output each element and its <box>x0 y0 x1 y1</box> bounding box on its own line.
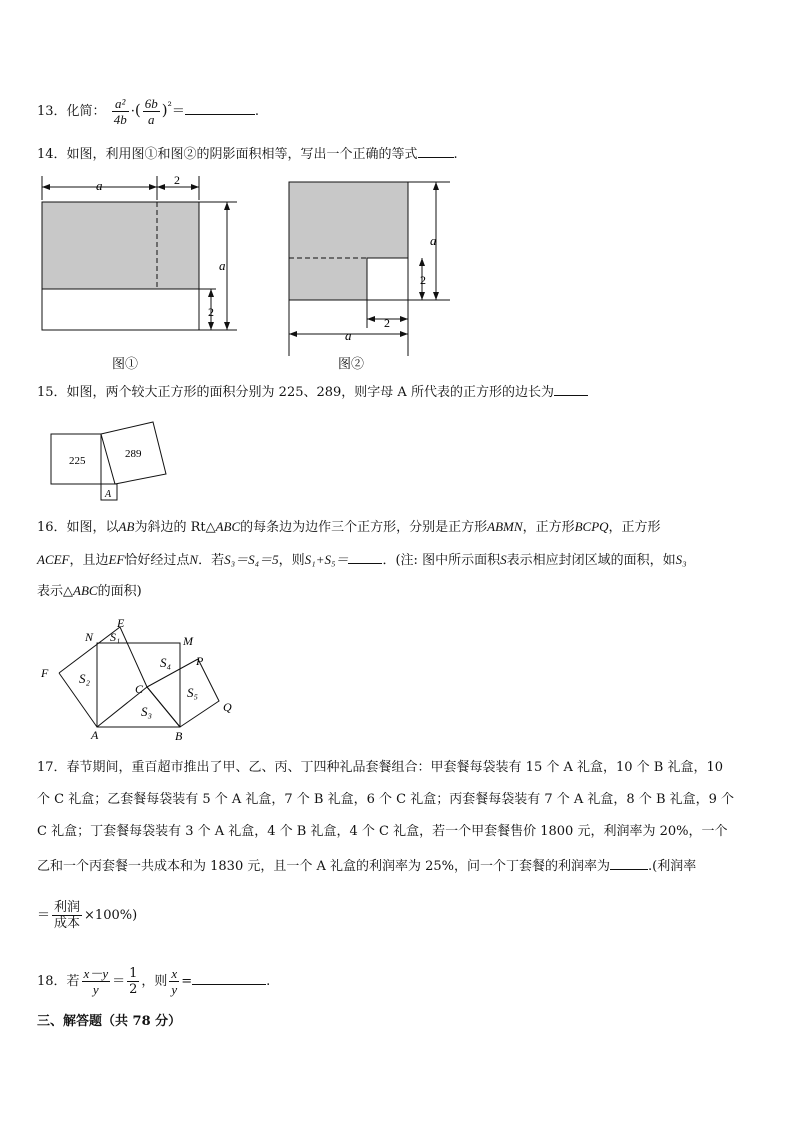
square-289-label: 289 <box>125 448 142 460</box>
label-B: B <box>175 729 183 743</box>
question-16-line-3: 表示△ABC的面积) <box>37 583 142 599</box>
q18-fraction-1: $\frac{x-y}{y}$ <box>83 966 109 997</box>
label-S3: S₃ <box>141 704 153 719</box>
label-P: P <box>196 654 204 668</box>
label-S1: S₁ <box>110 630 121 644</box>
question-17-line-4: 乙和一个丙套餐一共成本和为 1830 元，且一个 A 礼盒的利润率为 25%，问一个丁套餐的利润率为 .(利润率 <box>37 859 697 874</box>
q18-answer-blank[interactable] <box>192 984 266 985</box>
section-3-heading: 三、解答题（共 78 分） <box>37 1014 182 1029</box>
fig2-bottom-label-2: 2 <box>384 316 390 330</box>
q14-answer-blank[interactable] <box>418 157 454 158</box>
fig1-right-label-2: 2 <box>208 305 214 319</box>
label-F: F <box>41 666 49 680</box>
question-18: 18．若 $\frac{x-y}{y}$ ＝ $\frac{1}{2}$ ，则 $\frac{x}{y}$ = . <box>37 966 271 997</box>
label-M: M <box>183 634 193 648</box>
q16-figure <box>35 615 245 745</box>
label-S4: S₄ <box>160 655 172 670</box>
label-A: A <box>91 728 99 742</box>
label-Q: Q <box>223 700 232 714</box>
square-a-label: A <box>105 489 112 500</box>
q13-fraction-1: $\frac{\text{a²}}{4b}$ <box>113 96 127 127</box>
q13-answer-blank[interactable] <box>185 114 255 115</box>
q14-figures <box>30 170 470 370</box>
q13-prefix: 13．化简： <box>37 104 106 119</box>
q16-answer-blank[interactable] <box>348 563 382 564</box>
question-17-line-3: C 礼盒；丁套餐每袋装有 3 个 A 礼盒，4 个 B 礼盒，4 个 C 礼盒，若一个甲套餐售价 1800 元，利润率为 20%，一个 <box>37 824 728 839</box>
label-C: C <box>135 682 144 696</box>
q18-fraction-3: $\frac{x}{y}$ <box>171 966 178 997</box>
fig1-top-label-a: a <box>96 178 103 193</box>
label-S2: S₂ <box>79 671 91 686</box>
q18-fraction-2: $\frac{1}{2}$ <box>129 966 138 997</box>
fig1-caption: 图① <box>112 357 139 372</box>
figure-2 <box>289 182 450 356</box>
question-17-line-1: 17．春节期间，重百超市推出了甲、乙、丙、丁四种礼品套餐组合：甲套餐每袋装有 15 个 A 礼盒，10 个 B 礼盒，10 <box>37 760 724 775</box>
q15-answer-blank[interactable] <box>554 395 588 396</box>
question-14: 14．如图，利用图①和图②的阴影面积相等，写出一个正确的等式 . <box>37 147 458 162</box>
square-225-label: 225 <box>69 455 86 467</box>
q15-figure <box>45 412 185 504</box>
label-E: E <box>117 616 125 630</box>
fig2-caption: 图② <box>338 357 365 372</box>
question-16-line-2: ACEF，且边EF恰好经过点N．若S₃＝S₄＝5，则S₁+S₅＝ ．(注: 图中所示面积S表示相应封闭区域的面积，如S₃ <box>37 552 687 568</box>
question-17-formula: ＝ $\frac{\text{利润}}{\text{成本}}$ ×100%) <box>37 900 138 931</box>
profit-rate-fraction: $\frac{\text{利润}}{\text{成本}}$ <box>54 900 81 931</box>
fig2-bottom-label-a: a <box>345 328 352 343</box>
label-S5: S₅ <box>187 685 199 700</box>
q13-fraction-2: $\frac{6b}{a}$ <box>144 96 158 127</box>
fig1-right-label-a: a <box>219 258 226 273</box>
question-15: 15．如图，两个较大正方形的面积分别为 225、289，则字母 A 所代表的正方形的边长为 <box>37 384 588 402</box>
label-N: N <box>85 630 94 644</box>
q17-answer-blank[interactable] <box>610 869 648 870</box>
question-16-line-1: 16．如图，以AB为斜边的 Rt△ABC的每条边为边作三个正方形，分别是正方形ABMN，正方形BCPQ，正方形 <box>37 519 661 535</box>
fig2-right-label-a: a <box>430 233 437 248</box>
question-17-line-2: 个 C 礼盒；乙套餐每袋装有 5 个 A 礼盒，7 个 B 礼盒，6 个 C 礼盒；丙套餐每袋装有 7 个 A 礼盒，8 个 B 礼盒，9 个 <box>37 792 735 807</box>
fig1-top-label-2: 2 <box>174 173 180 187</box>
fig2-right-label-2: 2 <box>420 273 426 287</box>
question-13: 13．化简： $\frac{\text{a²}}{4b}$ ·( $\frac{6b}{a}$ )$^{^2}$＝ . <box>37 96 260 127</box>
